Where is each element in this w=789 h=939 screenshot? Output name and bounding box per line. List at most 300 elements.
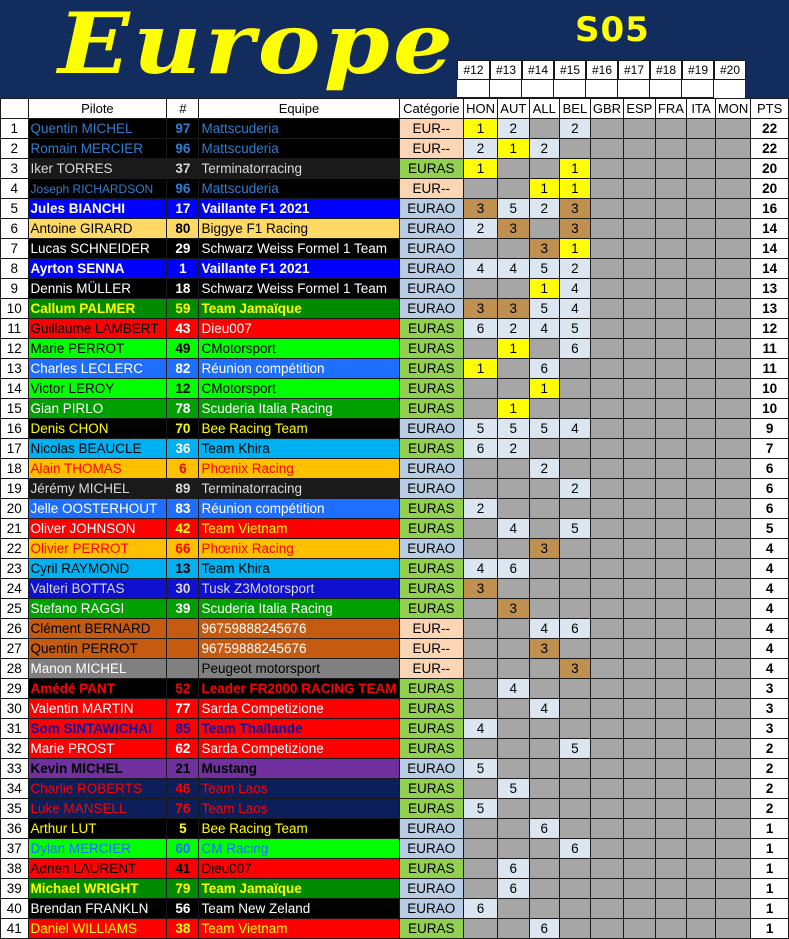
- category-cell: EURAO: [399, 459, 464, 479]
- race-result: [559, 139, 590, 159]
- pilot-name: Amédé PANT: [28, 679, 167, 699]
- race-result: [655, 739, 687, 759]
- race-result: [590, 239, 623, 259]
- race-result: [687, 339, 716, 359]
- car-number: 21: [167, 759, 199, 779]
- blank-cell: [650, 80, 682, 98]
- category-cell: EURAO: [399, 259, 464, 279]
- pilot-name: Manon MICHEL: [28, 659, 167, 679]
- race-result: 6: [498, 879, 530, 899]
- race-result: [590, 419, 623, 439]
- race-result: [498, 619, 530, 639]
- race-result: [655, 139, 687, 159]
- race-result: 2: [464, 499, 498, 519]
- race-result: [590, 759, 623, 779]
- points-cell: 14: [751, 259, 789, 279]
- category-cell: EURAO: [399, 239, 464, 259]
- race-result: 2: [464, 139, 498, 159]
- race-result: [624, 599, 656, 619]
- car-number: 39: [167, 599, 199, 619]
- race-result: [655, 119, 687, 139]
- race-result: [687, 499, 716, 519]
- blank-cell: [618, 80, 650, 98]
- race-result: [624, 639, 656, 659]
- race-result: [624, 199, 656, 219]
- blank-cell: [586, 80, 618, 98]
- car-number: 80: [167, 219, 199, 239]
- car-number: 12: [167, 379, 199, 399]
- team-name: Mattscuderia: [199, 179, 399, 199]
- race-result: [715, 679, 750, 699]
- table-row: [1, 779, 789, 799]
- race-result: [498, 239, 530, 259]
- season-label: S05: [575, 10, 650, 50]
- race-result: [687, 219, 716, 239]
- race-result: [624, 619, 656, 639]
- race-result: [687, 679, 716, 699]
- race-result: [655, 339, 687, 359]
- race-result: [559, 799, 590, 819]
- race-result: 5: [559, 739, 590, 759]
- pilot-name: Olivier PERROT: [28, 539, 167, 559]
- race-result: [687, 159, 716, 179]
- rank-cell: 27: [1, 639, 29, 659]
- team-name: Scuderia Italia Racing: [199, 599, 399, 619]
- race-result: [715, 599, 750, 619]
- car-number: 77: [167, 699, 199, 719]
- round-number: #16: [586, 60, 618, 80]
- points-cell: 10: [751, 399, 789, 419]
- round-number: #19: [682, 60, 714, 80]
- car-number: 66: [167, 539, 199, 559]
- race-result: [655, 199, 687, 219]
- race-result: [559, 379, 590, 399]
- race-result: [715, 779, 750, 799]
- pilot-name: Gian PIRLO: [28, 399, 167, 419]
- race-result: [655, 619, 687, 639]
- rank-cell: 12: [1, 339, 29, 359]
- race-result: [715, 419, 750, 439]
- race-result: [559, 539, 590, 559]
- race-result: [655, 439, 687, 459]
- race-result: [687, 539, 716, 559]
- points-cell: 3: [751, 719, 789, 739]
- points-cell: 4: [751, 599, 789, 619]
- race-result: [498, 899, 530, 919]
- race-result: [590, 639, 623, 659]
- car-number: [167, 659, 199, 679]
- race-result: [498, 499, 530, 519]
- team-name: Team Khira: [199, 439, 399, 459]
- race-result: [559, 359, 590, 379]
- table-row: [1, 339, 789, 359]
- points-cell: 20: [751, 159, 789, 179]
- race-result: [715, 539, 750, 559]
- rank-cell: 38: [1, 859, 29, 879]
- race-result: [655, 719, 687, 739]
- points-cell: 11: [751, 359, 789, 379]
- race-result: [590, 719, 623, 739]
- race-result: [655, 659, 687, 679]
- pilot-name: Clément BERNARD: [28, 619, 167, 639]
- blank-cell: [490, 80, 522, 98]
- race-result: [624, 139, 656, 159]
- race-result: [464, 879, 498, 899]
- team-name: Phœnix Racing: [199, 459, 399, 479]
- race-result: [624, 899, 656, 919]
- car-number: 85: [167, 719, 199, 739]
- race-result: [624, 859, 656, 879]
- race-result: 3: [498, 599, 530, 619]
- race-result: [529, 599, 559, 619]
- rank-cell: 3: [1, 159, 29, 179]
- race-result: [715, 219, 750, 239]
- points-cell: 1: [751, 839, 789, 859]
- category-cell: EURAO: [399, 219, 464, 239]
- race-result: [655, 519, 687, 539]
- points-cell: 9: [751, 419, 789, 439]
- team-name: Sarda Competizione: [199, 699, 399, 719]
- car-number: [167, 619, 199, 639]
- race-header: BEL: [559, 99, 590, 119]
- race-result: [529, 399, 559, 419]
- race-result: [655, 839, 687, 859]
- team-name: Vaillante F1 2021: [199, 259, 399, 279]
- category-cell: EURAS: [399, 339, 464, 359]
- race-result: 5: [529, 299, 559, 319]
- team-name: Mattscuderia: [199, 119, 399, 139]
- race-result: [715, 819, 750, 839]
- car-number: 70: [167, 419, 199, 439]
- race-result: [655, 919, 687, 939]
- pilot-name: Antoine GIRARD: [28, 219, 167, 239]
- race-result: [559, 919, 590, 939]
- race-result: [464, 639, 498, 659]
- race-result: [624, 119, 656, 139]
- race-result: [687, 759, 716, 779]
- category-cell: EURAO: [399, 879, 464, 899]
- rank-cell: 14: [1, 379, 29, 399]
- round-number: #13: [490, 60, 522, 80]
- points-cell: 4: [751, 579, 789, 599]
- team-name: Schwarz Weiss Formel 1 Team: [199, 279, 399, 299]
- race-result: [559, 879, 590, 899]
- race-result: [624, 719, 656, 739]
- race-result: [715, 199, 750, 219]
- rank-cell: 36: [1, 819, 29, 839]
- race-result: 6: [464, 319, 498, 339]
- race-result: [624, 559, 656, 579]
- race-result: [655, 779, 687, 799]
- race-result: [559, 639, 590, 659]
- pilot-name: Romain MERCIER: [28, 139, 167, 159]
- car-number: 78: [167, 399, 199, 419]
- pilot-name: Joseph RICHARDSON: [28, 179, 167, 199]
- race-result: [498, 379, 530, 399]
- points-cell: 12: [751, 319, 789, 339]
- race-header: HON: [464, 99, 498, 119]
- race-result: [590, 799, 623, 819]
- race-result: [655, 699, 687, 719]
- category-cell: EURAO: [399, 539, 464, 559]
- rank-cell: 10: [1, 299, 29, 319]
- pilot-name: Charles LECLERC: [28, 359, 167, 379]
- race-result: [498, 759, 530, 779]
- car-number: 79: [167, 879, 199, 899]
- race-result: [464, 479, 498, 499]
- race-result: 5: [498, 779, 530, 799]
- race-result: 2: [498, 319, 530, 339]
- pilot-name: Jules BIANCHI: [28, 199, 167, 219]
- race-result: 2: [529, 199, 559, 219]
- team-name: Dieu007: [199, 319, 399, 339]
- rank-cell: 4: [1, 179, 29, 199]
- race-result: 4: [559, 419, 590, 439]
- table-row: [1, 759, 789, 779]
- rank-cell: 6: [1, 219, 29, 239]
- race-result: [624, 419, 656, 439]
- pilote-header: Pilote: [28, 99, 167, 119]
- rank-cell: 39: [1, 879, 29, 899]
- race-result: [715, 799, 750, 819]
- race-result: [529, 719, 559, 739]
- race-result: [590, 519, 623, 539]
- race-result: [715, 299, 750, 319]
- race-result: [624, 439, 656, 459]
- category-cell: EURAO: [399, 899, 464, 919]
- race-result: 5: [464, 759, 498, 779]
- race-result: [590, 139, 623, 159]
- race-result: [687, 639, 716, 659]
- table-row: [1, 559, 789, 579]
- pilot-name: Kevin MICHEL: [28, 759, 167, 779]
- race-result: [624, 279, 656, 299]
- pilot-name: Charlie ROBERTS: [28, 779, 167, 799]
- race-result: [498, 719, 530, 739]
- race-result: 5: [559, 319, 590, 339]
- race-result: [624, 379, 656, 399]
- round-number: #20: [714, 60, 746, 80]
- car-number: 13: [167, 559, 199, 579]
- table-row: [1, 479, 789, 499]
- race-result: [624, 579, 656, 599]
- table-row: [1, 179, 789, 199]
- race-result: [529, 439, 559, 459]
- race-header: MON: [715, 99, 750, 119]
- race-result: [590, 679, 623, 699]
- race-result: [655, 799, 687, 819]
- team-name: Réunion compétition: [199, 499, 399, 519]
- race-result: [624, 839, 656, 859]
- category-cell: EURAS: [399, 439, 464, 459]
- category-cell: EURAS: [399, 699, 464, 719]
- race-result: 4: [498, 679, 530, 699]
- race-result: [559, 439, 590, 459]
- race-result: 6: [464, 439, 498, 459]
- race-result: [498, 919, 530, 939]
- race-result: [655, 559, 687, 579]
- car-number: 6: [167, 459, 199, 479]
- rank-cell: 24: [1, 579, 29, 599]
- race-result: [529, 859, 559, 879]
- race-result: [590, 699, 623, 719]
- race-result: [655, 499, 687, 519]
- race-result: 5: [464, 799, 498, 819]
- pilot-name: Marie PERROT: [28, 339, 167, 359]
- race-result: [464, 839, 498, 859]
- table-row: [1, 159, 789, 179]
- rank-cell: 8: [1, 259, 29, 279]
- points-cell: 3: [751, 699, 789, 719]
- team-name: Dieu007: [199, 859, 399, 879]
- rank-cell: 35: [1, 799, 29, 819]
- race-result: [464, 459, 498, 479]
- car-number: 42: [167, 519, 199, 539]
- race-result: [655, 359, 687, 379]
- race-result: [624, 359, 656, 379]
- race-result: 2: [559, 479, 590, 499]
- pilot-name: Oliver JOHNSON: [28, 519, 167, 539]
- race-result: [624, 879, 656, 899]
- team-name: Schwarz Weiss Formel 1 Team: [199, 239, 399, 259]
- points-header: PTS: [751, 99, 789, 119]
- race-result: [655, 259, 687, 279]
- pilot-name: Victor LEROY: [28, 379, 167, 399]
- category-cell: EURAO: [399, 199, 464, 219]
- race-result: [715, 739, 750, 759]
- race-result: [687, 879, 716, 899]
- race-result: 4: [498, 519, 530, 539]
- race-result: [464, 679, 498, 699]
- team-name: Sarda Competizione: [199, 739, 399, 759]
- category-cell: EUR--: [399, 659, 464, 679]
- race-result: [464, 819, 498, 839]
- race-result: [590, 859, 623, 879]
- race-result: [624, 919, 656, 939]
- race-result: 4: [529, 319, 559, 339]
- race-result: [655, 399, 687, 419]
- race-result: 6: [529, 919, 559, 939]
- rank-cell: 40: [1, 899, 29, 919]
- race-result: [590, 299, 623, 319]
- car-number: 76: [167, 799, 199, 819]
- race-result: [590, 919, 623, 939]
- rank-cell: 16: [1, 419, 29, 439]
- race-result: [464, 379, 498, 399]
- race-result: [687, 419, 716, 439]
- race-result: [498, 579, 530, 599]
- table-row: [1, 379, 789, 399]
- race-result: 3: [559, 659, 590, 679]
- points-cell: 10: [751, 379, 789, 399]
- race-result: [655, 179, 687, 199]
- rank-cell: 2: [1, 139, 29, 159]
- pilot-name: Ayrton SENNA: [28, 259, 167, 279]
- race-result: [590, 199, 623, 219]
- race-result: [715, 259, 750, 279]
- race-result: [687, 839, 716, 859]
- category-cell: EURAS: [399, 499, 464, 519]
- race-result: [687, 299, 716, 319]
- category-cell: EURAO: [399, 839, 464, 859]
- race-result: [715, 279, 750, 299]
- race-result: [687, 719, 716, 739]
- points-cell: 22: [751, 119, 789, 139]
- race-result: [559, 899, 590, 919]
- rank-cell: 32: [1, 739, 29, 759]
- pilot-name: Arthur LUT: [28, 819, 167, 839]
- table-row: [1, 719, 789, 739]
- race-result: 6: [464, 899, 498, 919]
- race-result: [590, 159, 623, 179]
- category-cell: EURAS: [399, 319, 464, 339]
- table-row: [1, 359, 789, 379]
- table-row: [1, 739, 789, 759]
- race-result: [464, 739, 498, 759]
- race-result: [590, 319, 623, 339]
- race-result: [655, 419, 687, 439]
- category-cell: EURAS: [399, 159, 464, 179]
- race-result: [655, 459, 687, 479]
- team-name: Leader FR2000 RACING TEAM: [199, 679, 399, 699]
- category-cell: EURAO: [399, 819, 464, 839]
- points-cell: 22: [751, 139, 789, 159]
- race-result: [715, 239, 750, 259]
- race-result: [529, 739, 559, 759]
- car-number: 62: [167, 739, 199, 759]
- table-row: [1, 459, 789, 479]
- rank-cell: 33: [1, 759, 29, 779]
- rank-cell: 22: [1, 539, 29, 559]
- pilot-name: Cyril RAYMOND: [28, 559, 167, 579]
- table-row: [1, 839, 789, 859]
- points-cell: 16: [751, 199, 789, 219]
- table-row: [1, 859, 789, 879]
- race-result: [590, 739, 623, 759]
- race-result: [498, 279, 530, 299]
- race-result: [590, 259, 623, 279]
- race-result: 3: [464, 299, 498, 319]
- race-result: [624, 239, 656, 259]
- points-cell: 1: [751, 859, 789, 879]
- race-result: 2: [559, 259, 590, 279]
- race-result: [715, 439, 750, 459]
- team-name: CMotorsport: [199, 379, 399, 399]
- rank-cell: 15: [1, 399, 29, 419]
- points-cell: 20: [751, 179, 789, 199]
- race-result: [687, 379, 716, 399]
- race-result: 5: [498, 419, 530, 439]
- race-result: [624, 399, 656, 419]
- race-result: [529, 579, 559, 599]
- race-result: [464, 699, 498, 719]
- race-result: [687, 779, 716, 799]
- race-result: [624, 539, 656, 559]
- race-result: [624, 499, 656, 519]
- table-row: [1, 699, 789, 719]
- race-result: 1: [559, 179, 590, 199]
- race-result: [464, 279, 498, 299]
- race-result: [559, 599, 590, 619]
- race-result: [715, 399, 750, 419]
- team-name: Team Thaïlande: [199, 719, 399, 739]
- race-result: [715, 519, 750, 539]
- car-number: 18: [167, 279, 199, 299]
- team-name: Mattscuderia: [199, 139, 399, 159]
- race-result: [655, 539, 687, 559]
- rank-cell: 23: [1, 559, 29, 579]
- race-result: [624, 479, 656, 499]
